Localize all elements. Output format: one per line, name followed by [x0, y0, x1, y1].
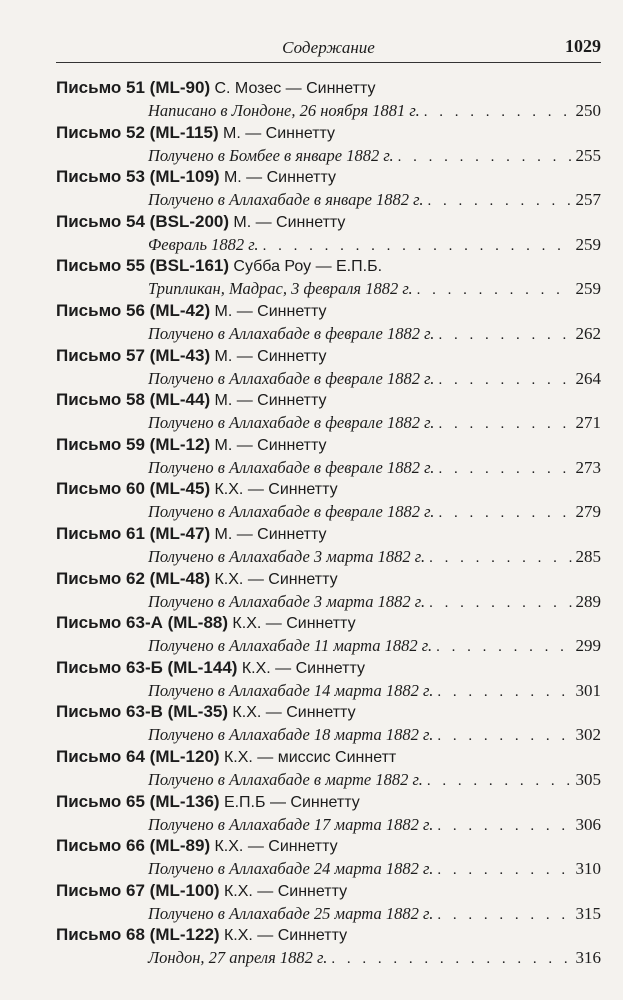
letter-description: Получено в Аллахабаде 25 марта 1882 г. [148, 903, 434, 923]
page-reference: 264 [575, 368, 601, 388]
toc-entry [56, 879, 601, 924]
letter-correspondents: М. — Синнетту [214, 436, 327, 454]
page-reference: 259 [575, 234, 601, 254]
letter-number: Письмо 66 (ML-89) [56, 836, 211, 856]
page-reference: 289 [575, 591, 601, 611]
letter-description: Получено в Аллахабаде 3 марта 1882 г. [148, 546, 426, 566]
letter-description: Получено в Аллахабаде 18 марта 1882 г. [148, 725, 434, 745]
letter-number: Письмо 67 (ML-100) [56, 880, 220, 900]
letter-correspondents: К.Х. — Синнетту [214, 570, 338, 588]
letter-description: Получено в Аллахабаде в январе 1882 г. [148, 190, 424, 210]
letter-number: Письмо 65 (ML-136) [56, 791, 220, 811]
letter-number: Письмо 62 (ML-48) [56, 568, 211, 588]
letter-number: Письмо 51 (ML-90) [56, 78, 211, 97]
page-reference: 302 [575, 725, 601, 745]
letter-correspondents: М. — Синнетту [223, 169, 336, 187]
toc-entry [56, 790, 601, 835]
dot-leader [437, 815, 571, 837]
dot-leader [438, 413, 571, 435]
toc-entry [56, 567, 601, 612]
page-reference: 250 [575, 101, 601, 120]
page-reference: 301 [575, 680, 601, 700]
dot-leader [424, 101, 572, 123]
letter-description: Получено в Аллахабаде в феврале 1882 г. [148, 457, 435, 477]
dot-leader [331, 948, 571, 970]
letter-number: Письмо 63-Б (ML-144) [56, 657, 238, 677]
toc-entry [56, 344, 601, 389]
letter-correspondents: Е.П.Б — Синнетту [223, 793, 360, 811]
toc-entry [56, 433, 601, 478]
letter-description: Трипликан, Мадрас, 3 февраля 1882 г. [148, 279, 413, 299]
page-reference: 315 [575, 903, 601, 923]
letter-description: Получено в Аллахабаде 17 марта 1882 г. [148, 814, 434, 834]
page-reference: 310 [575, 859, 601, 879]
letter-description: Февраль 1882 г. [148, 234, 259, 254]
toc-entry [56, 700, 601, 745]
toc-entry [56, 210, 601, 255]
dot-leader [438, 369, 571, 391]
page-reference: 305 [575, 769, 601, 789]
letter-description: Лондон, 27 апреля 1882 г. [148, 948, 328, 968]
section-title: Содержание [282, 38, 375, 57]
letter-correspondents: М. — Синнетту [214, 525, 327, 543]
letter-number: Письмо 63-В (ML-35) [56, 702, 229, 722]
page-reference: 285 [575, 546, 601, 566]
toc-entry [56, 923, 601, 968]
letter-number: Письмо 64 (ML-120) [56, 746, 220, 766]
toc-entry [56, 477, 601, 522]
dot-leader [437, 859, 571, 881]
dot-leader [429, 592, 571, 614]
letter-correspondents: М. — Синнетту [233, 213, 346, 231]
page-reference: 279 [575, 502, 601, 522]
letter-number: Письмо 54 (BSL-200) [56, 211, 230, 231]
letter-number: Письмо 59 (ML-12) [56, 434, 211, 454]
letter-correspondents: К.Х. — Синнетту [214, 838, 338, 856]
page-reference: 316 [575, 948, 601, 968]
toc-entry [56, 299, 601, 344]
page-reference: 273 [575, 457, 601, 477]
toc-entry [56, 165, 601, 210]
letter-number: Письмо 58 (ML-44) [56, 390, 211, 410]
letter-correspondents: М. — Синнетту [223, 124, 336, 142]
dot-leader [398, 146, 572, 168]
letter-description: Получено в Аллахабаде в феврале 1882 г. [148, 368, 435, 388]
letter-correspondents: К.Х. — Синнетту [223, 882, 348, 900]
letter-correspondents: К.Х. — Синнетту [232, 704, 356, 722]
page-reference: 257 [575, 190, 601, 210]
letter-correspondents: К.Х. — Синнетту [232, 615, 356, 633]
toc-entry [56, 76, 601, 121]
letter-correspondents: С. Мозес — Синнетту [214, 80, 376, 97]
page-reference: 262 [575, 323, 601, 343]
letter-correspondents: К.Х. — Синнетту [214, 481, 338, 499]
letter-description: Получено в Аллахабаде в марте 1882 г. [148, 769, 423, 789]
toc-entry [56, 745, 601, 790]
dot-leader [438, 324, 571, 346]
letter-description: Получено в Аллахабаде 14 марта 1882 г. [148, 680, 434, 700]
letter-number: Письмо 56 (ML-42) [56, 300, 211, 320]
toc-list [56, 76, 601, 968]
dot-leader [438, 458, 571, 480]
dot-leader [437, 904, 571, 926]
toc-entry [56, 611, 601, 656]
dot-leader [417, 279, 572, 301]
letter-description: Получено в Аллахабаде в феврале 1882 г. [148, 323, 435, 343]
dot-leader [427, 770, 572, 792]
letter-correspondents: М. — Синнетту [214, 392, 327, 410]
letter-description: Получено в Аллахабаде в феврале 1882 г. [148, 502, 435, 522]
letter-correspondents: Субба Роу — Е.П.Б. [233, 258, 383, 276]
letter-number: Письмо 60 (ML-45) [56, 479, 211, 499]
letter-correspondents: К.Х. — Синнетту [241, 659, 365, 677]
letter-correspondents: М. — Синнетту [214, 347, 327, 365]
dot-leader [436, 636, 571, 658]
dot-leader [437, 725, 571, 747]
letter-number: Письмо 63-А (ML-88) [56, 613, 229, 633]
dot-leader [428, 190, 572, 212]
letter-number: Письмо 53 (ML-109) [56, 167, 220, 187]
letter-description: Получено в Аллахабаде 24 марта 1882 г. [148, 859, 434, 879]
letter-number: Письмо 68 (ML-122) [56, 925, 220, 945]
letter-description: Написано в Лондоне, 26 ноября 1881 г. [148, 101, 420, 120]
page-reference: 255 [575, 145, 601, 165]
letter-number: Письмо 57 (ML-43) [56, 345, 211, 365]
dot-leader [438, 502, 571, 524]
page-number: 1029 [565, 36, 601, 56]
toc-entry [56, 121, 601, 166]
letter-correspondents: К.Х. — миссис Синнетт [223, 748, 397, 766]
letter-correspondents: М. — Синнетту [214, 302, 327, 320]
letter-correspondents: К.Х. — Синнетту [223, 927, 348, 945]
letter-description: Получено в Аллахабаде 3 марта 1882 г. [148, 591, 426, 611]
toc-entry [56, 834, 601, 879]
toc-entry [56, 656, 601, 701]
toc-entry [56, 388, 601, 433]
page-reference: 259 [575, 279, 601, 299]
letter-number: Письмо 55 (BSL-161) [56, 256, 230, 276]
letter-number: Письмо 52 (ML-115) [56, 122, 219, 142]
page-reference: 306 [575, 814, 601, 834]
letter-description: Получено в Аллахабаде в феврале 1882 г. [148, 413, 435, 433]
dot-leader [429, 547, 571, 569]
running-header [56, 36, 601, 63]
letter-number: Письмо 61 (ML-47) [56, 523, 211, 543]
page-reference: 299 [575, 636, 601, 656]
toc-entry [56, 522, 601, 567]
page-reference: 271 [575, 413, 601, 433]
dot-leader [437, 681, 571, 703]
toc-entry [56, 254, 601, 299]
letter-description: Получено в Бомбее в январе 1882 г. [148, 145, 394, 165]
letter-description: Получено в Аллахабаде 11 марта 1882 г. [148, 636, 433, 656]
